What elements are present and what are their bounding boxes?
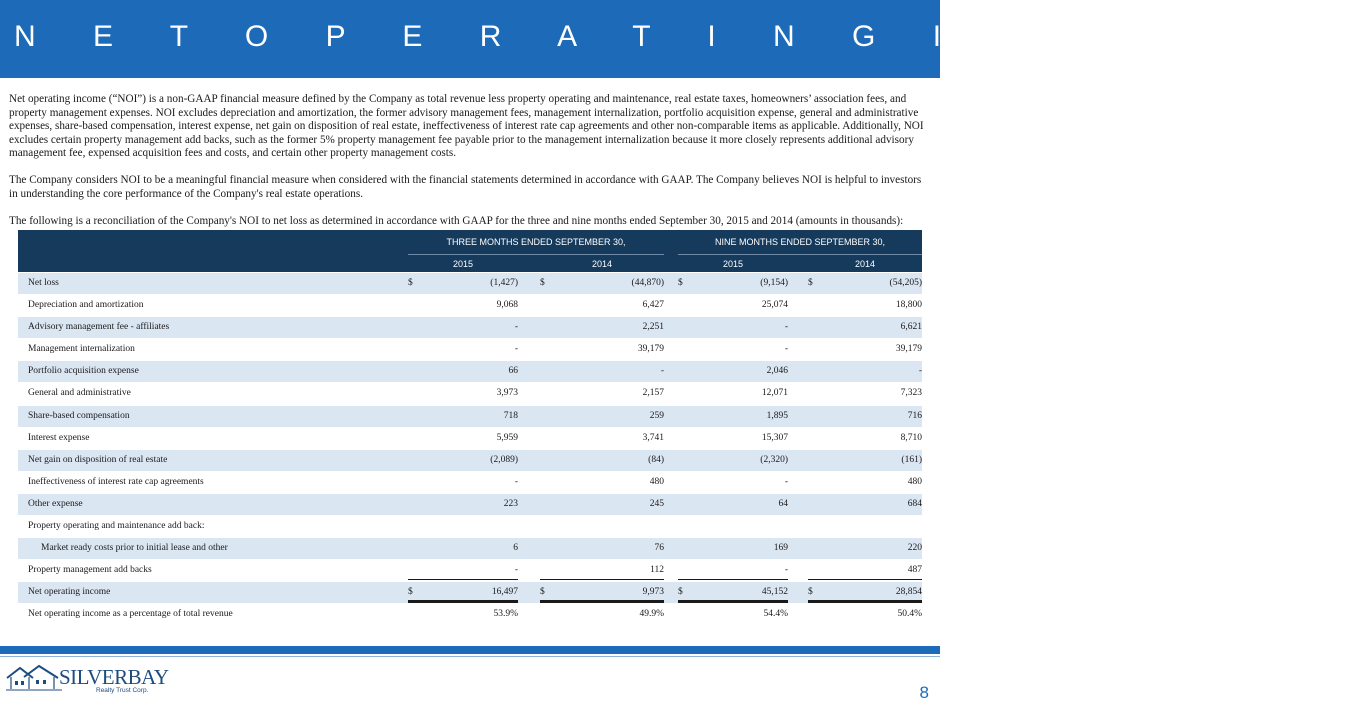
header-year-three-2015: 2015 bbox=[452, 259, 474, 269]
row-value-cell bbox=[540, 604, 664, 625]
row-label: Share-based compensation bbox=[28, 410, 130, 421]
table-row bbox=[18, 581, 922, 603]
row-value: 1,895 bbox=[766, 410, 788, 421]
row-value: (84) bbox=[648, 454, 664, 465]
row-value: 49.9% bbox=[639, 609, 664, 620]
table-row bbox=[18, 493, 922, 515]
row-value: 259 bbox=[649, 410, 664, 421]
table-body bbox=[18, 272, 922, 626]
row-value: - bbox=[918, 366, 922, 377]
table-row bbox=[18, 449, 922, 471]
row-value: - bbox=[514, 344, 518, 355]
row-value-cell bbox=[808, 383, 922, 404]
logo-wordmark: SILVERBAY bbox=[59, 665, 169, 689]
currency-symbol: $ bbox=[408, 587, 413, 598]
row-value: 66 bbox=[508, 366, 518, 377]
row-value-cell bbox=[808, 472, 922, 493]
currency-symbol: $ bbox=[540, 278, 545, 288]
row-value-cell bbox=[540, 472, 664, 493]
row-label: Net loss bbox=[28, 278, 59, 288]
intro-paragraph-usefulness: The Company considers NOI to be a meaningful financial measure when considered with the financial statements determined in accordance with GAAP. The Company believes NOI is helpful to investors in understanding the core performance of the Company's real estate operations. bbox=[9, 174, 922, 200]
row-value: (9,154) bbox=[760, 278, 788, 288]
table-row bbox=[18, 382, 922, 404]
row-value-cell bbox=[408, 472, 518, 493]
intro-paragraph-reconciliation: The following is a reconciliation of the Company's NOI to net loss as determined in accordance with GAAP for the three and nine months ended September 30, 2015 and 2014 (amounts in thousands): bbox=[9, 214, 904, 227]
row-value-cell bbox=[808, 604, 922, 625]
row-value-cell bbox=[808, 361, 922, 382]
row-value-cell bbox=[540, 516, 664, 537]
row-value: 7,323 bbox=[900, 388, 922, 399]
row-label: Property operating and maintenance add back: bbox=[28, 521, 205, 532]
row-value: 8,710 bbox=[900, 432, 922, 443]
row-value-cell bbox=[540, 361, 664, 382]
row-value: 112 bbox=[650, 565, 664, 576]
row-label: Other expense bbox=[28, 498, 83, 509]
row-label: Net operating income bbox=[28, 587, 111, 598]
row-value-cell bbox=[408, 604, 518, 625]
row-value-cell bbox=[408, 295, 518, 316]
header-year-nine-2015: 2015 bbox=[722, 259, 744, 269]
row-value: 480 bbox=[649, 476, 664, 487]
row-value-cell bbox=[678, 538, 788, 559]
row-value-cell bbox=[678, 361, 788, 382]
row-value-cell bbox=[808, 339, 922, 360]
row-value-cell bbox=[408, 273, 518, 294]
currency-symbol: $ bbox=[678, 278, 683, 288]
noi-reconciliation-table bbox=[18, 230, 922, 626]
row-value: 169 bbox=[773, 543, 788, 554]
row-value-cell bbox=[408, 516, 518, 537]
footer-band bbox=[0, 646, 940, 654]
row-value: 76 bbox=[654, 543, 664, 554]
row-value: 9,973 bbox=[642, 587, 664, 598]
row-label: Net gain on disposition of real estate bbox=[28, 454, 168, 465]
row-label: Property management add backs bbox=[28, 565, 152, 576]
table-row bbox=[18, 515, 922, 537]
row-value-cell bbox=[408, 560, 518, 581]
row-label: Ineffectiveness of interest rate cap agreements bbox=[28, 476, 204, 487]
house-roof-icon bbox=[6, 665, 62, 691]
row-value-cell bbox=[678, 339, 788, 360]
row-value-cell bbox=[408, 406, 518, 427]
row-label: Advisory management fee - affiliates bbox=[28, 322, 170, 333]
row-value: 718 bbox=[503, 410, 518, 421]
row-value: - bbox=[660, 366, 664, 377]
slide-title: N E T O P E R A T I N G I N C O M E bbox=[14, 20, 1364, 53]
row-value-cell bbox=[408, 494, 518, 515]
row-value: (2,320) bbox=[760, 454, 788, 465]
row-value: (1,427) bbox=[490, 278, 518, 288]
row-value: 50.4% bbox=[897, 609, 922, 620]
table-row bbox=[18, 537, 922, 559]
header-rule-nine bbox=[678, 254, 922, 255]
table-row bbox=[18, 316, 922, 338]
row-value: 2,157 bbox=[642, 388, 664, 399]
row-value: - bbox=[784, 344, 788, 355]
row-label: Management internalization bbox=[28, 344, 135, 355]
row-value-cell bbox=[408, 361, 518, 382]
row-value: 9,068 bbox=[496, 300, 518, 311]
row-value-cell bbox=[540, 273, 664, 294]
intro-text bbox=[9, 93, 931, 242]
company-logo bbox=[6, 665, 169, 701]
row-value-cell bbox=[678, 317, 788, 338]
row-value-cell bbox=[678, 406, 788, 427]
subtotal-underline bbox=[540, 579, 664, 580]
row-value-cell bbox=[808, 406, 922, 427]
row-value: 25,074 bbox=[761, 300, 788, 311]
row-value: (2,089) bbox=[490, 454, 518, 465]
row-value-cell bbox=[408, 538, 518, 559]
row-value-cell bbox=[808, 273, 922, 294]
row-value-cell bbox=[678, 383, 788, 404]
row-value: 2,251 bbox=[642, 322, 664, 333]
row-value-cell bbox=[808, 317, 922, 338]
row-label: Net operating income as a percentage of total revenue bbox=[28, 609, 233, 620]
row-value: (54,205) bbox=[889, 278, 922, 288]
row-value: 3,741 bbox=[642, 432, 664, 443]
table-row bbox=[18, 405, 922, 427]
table-row bbox=[18, 272, 922, 294]
row-value-cell bbox=[540, 317, 664, 338]
table-row bbox=[18, 427, 922, 449]
row-label: Market ready costs prior to initial lease and other bbox=[41, 543, 228, 554]
row-value: 220 bbox=[907, 543, 922, 554]
row-value-cell bbox=[540, 339, 664, 360]
row-label: Portfolio acquisition expense bbox=[28, 366, 139, 377]
row-value-cell bbox=[540, 494, 664, 515]
currency-symbol: $ bbox=[678, 587, 683, 598]
row-value: 6 bbox=[513, 543, 518, 554]
table-row bbox=[18, 338, 922, 360]
row-value-cell bbox=[408, 317, 518, 338]
currency-symbol: $ bbox=[540, 587, 545, 598]
row-value-cell bbox=[678, 494, 788, 515]
logo-tagline: Realty Trust Corp. bbox=[96, 687, 149, 694]
table-row bbox=[18, 559, 922, 581]
header-three-months: THREE MONTHS ENDED SEPTEMBER 30, bbox=[446, 237, 626, 247]
row-value: 3,973 bbox=[496, 388, 518, 399]
row-value-cell bbox=[678, 428, 788, 449]
row-value-cell bbox=[408, 450, 518, 471]
row-value-cell bbox=[540, 383, 664, 404]
row-value: 5,959 bbox=[496, 432, 518, 443]
footer-rule bbox=[0, 656, 940, 657]
row-value-cell bbox=[808, 538, 922, 559]
row-value-cell bbox=[808, 450, 922, 471]
row-value-cell bbox=[678, 604, 788, 625]
currency-symbol: $ bbox=[408, 278, 413, 288]
row-value: 6,427 bbox=[642, 300, 664, 311]
row-value-cell bbox=[808, 560, 922, 581]
row-value-cell bbox=[678, 450, 788, 471]
row-value-cell bbox=[678, 273, 788, 294]
header-year-three-2014: 2014 bbox=[591, 259, 613, 269]
row-label: Depreciation and amortization bbox=[28, 300, 144, 311]
row-value-cell bbox=[808, 494, 922, 515]
table-row bbox=[18, 471, 922, 493]
row-value-cell bbox=[408, 383, 518, 404]
row-value-cell bbox=[808, 516, 922, 537]
row-value-cell bbox=[540, 560, 664, 581]
row-value: 39,179 bbox=[895, 344, 922, 355]
row-value-cell bbox=[540, 538, 664, 559]
currency-symbol: $ bbox=[808, 278, 813, 288]
table-header bbox=[18, 230, 922, 272]
row-value: 16,497 bbox=[491, 587, 518, 598]
row-value-cell bbox=[678, 295, 788, 316]
row-value: - bbox=[784, 565, 788, 576]
subtotal-underline bbox=[408, 579, 518, 580]
row-value: 28,854 bbox=[895, 587, 922, 598]
row-value: - bbox=[514, 565, 518, 576]
row-value: 64 bbox=[778, 498, 788, 509]
row-value: - bbox=[514, 476, 518, 487]
header-nine-months: NINE MONTHS ENDED SEPTEMBER 30, bbox=[714, 237, 886, 247]
row-value-cell bbox=[808, 295, 922, 316]
row-value: - bbox=[784, 322, 788, 333]
row-value: 54.4% bbox=[763, 609, 788, 620]
row-value-cell bbox=[808, 428, 922, 449]
row-value: 480 bbox=[907, 476, 922, 487]
row-value: - bbox=[784, 476, 788, 487]
row-value: - bbox=[514, 322, 518, 333]
row-value-cell bbox=[540, 428, 664, 449]
table-row bbox=[18, 294, 922, 316]
row-value: 53.9% bbox=[493, 609, 518, 620]
row-value: 223 bbox=[503, 498, 518, 509]
row-value-cell bbox=[678, 472, 788, 493]
intro-paragraph-definition: Net operating income (“NOI”) is a non-GAAP financial measure defined by the Company as total revenue less property operating and maintenance, real estate taxes, homeowners’ association fees, and property management expenses. NOI excludes depreciation and amortization, the former advisory management fees, management internalization, portfolio acquisition expense, general and administrative expenses, share-based compensation, interest expense, net gain on disposition of real estate, ineffectiveness of interest rate cap agreements and other non-comparable items as applicable. Additionally, NOI excludes certain property management add backs, such as the former 5% property management fee payable prior to the management internalization because it more closely represents additional advisory management fee, expensed acquisition fees and costs, and certain other property management costs. bbox=[9, 93, 924, 159]
title-bar bbox=[0, 0, 1364, 78]
row-value: 487 bbox=[907, 565, 922, 576]
row-value: 12,071 bbox=[761, 388, 788, 399]
table-row bbox=[18, 603, 922, 625]
row-value: 716 bbox=[907, 410, 922, 421]
row-value-cell bbox=[408, 339, 518, 360]
row-label: Interest expense bbox=[28, 432, 90, 443]
row-value: 684 bbox=[907, 498, 922, 509]
row-value-cell bbox=[678, 560, 788, 581]
row-value: 245 bbox=[649, 498, 664, 509]
row-value: (44,870) bbox=[631, 278, 664, 288]
currency-symbol: $ bbox=[808, 587, 813, 598]
table-row bbox=[18, 360, 922, 382]
header-year-nine-2014: 2014 bbox=[854, 259, 876, 269]
row-value: 45,152 bbox=[761, 587, 788, 598]
row-value: 15,307 bbox=[761, 432, 788, 443]
row-value: 6,621 bbox=[900, 322, 922, 333]
row-value: 39,179 bbox=[637, 344, 664, 355]
row-value-cell bbox=[408, 428, 518, 449]
subtotal-underline bbox=[678, 579, 788, 580]
header-rule-three bbox=[408, 254, 664, 255]
row-value: 18,800 bbox=[895, 300, 922, 311]
row-value-cell bbox=[540, 295, 664, 316]
row-label: General and administrative bbox=[28, 388, 131, 399]
row-value: 2,046 bbox=[766, 366, 788, 377]
row-value-cell bbox=[540, 450, 664, 471]
row-value: (161) bbox=[901, 454, 922, 465]
subtotal-underline bbox=[808, 579, 922, 580]
row-value-cell bbox=[678, 516, 788, 537]
page-number: 8 bbox=[919, 683, 929, 702]
row-value-cell bbox=[540, 406, 664, 427]
